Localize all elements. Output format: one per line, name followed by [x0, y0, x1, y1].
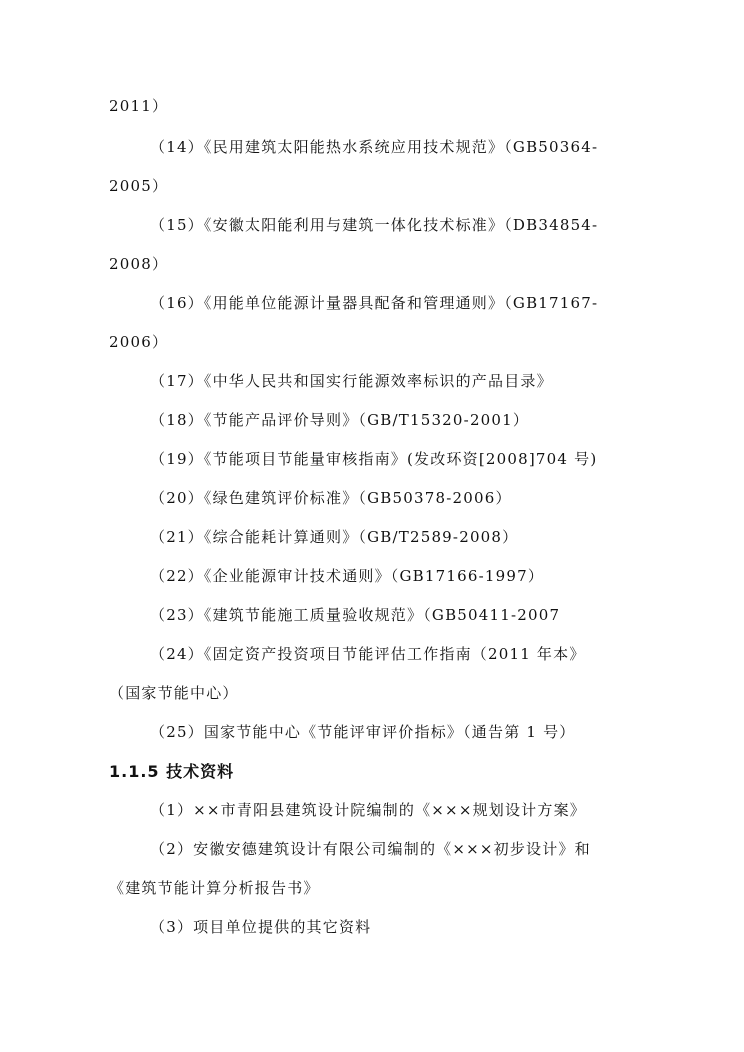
reference-item-15: （15）《安徽太阳能利用与建筑一体化技术标准》（DB34854-: [150, 216, 599, 234]
material-item-1: （1）××市青阳县建筑设计院编制的《×××规划设计方案》: [150, 801, 586, 819]
reference-item-14: （14）《民用建筑太阳能热水系统应用技术规范》（GB50364-: [150, 138, 599, 156]
reference-continuation-13: 2011）: [109, 97, 169, 115]
reference-item-25: （25）国家节能中心《节能评审评价指标》（通告第 1 号）: [150, 723, 576, 741]
section-heading: 1.1.5 技术资料: [109, 762, 235, 781]
reference-item-21: （21）《综合能耗计算通则》（GB/T2589-2008）: [150, 528, 519, 546]
reference-item-22: （22）《企业能源审计技术通则》（GB17166-1997）: [150, 567, 545, 585]
reference-item-23: （23）《建筑节能施工质量验收规范》（GB50411-2007: [150, 606, 561, 624]
reference-continuation-14: 2005）: [109, 177, 169, 195]
reference-item-19: （19）《节能项目节能量审核指南》(发改环资[2008]704 号): [150, 450, 598, 468]
reference-continuation-16: 2006）: [109, 333, 169, 351]
reference-item-20: （20）《绿色建筑评价标准》（GB50378-2006）: [150, 489, 512, 507]
reference-item-16: （16）《用能单位能源计量器具配备和管理通则》（GB17167-: [150, 294, 599, 312]
reference-continuation-15: 2008）: [109, 255, 169, 273]
material-continuation-2: 《建筑节能计算分析报告书》: [109, 879, 320, 897]
material-item-3: （3）项目单位提供的其它资料: [150, 918, 372, 936]
reference-item-17: （17）《中华人民共和国实行能源效率标识的产品目录》: [150, 372, 553, 390]
reference-item-24: （24）《固定资产投资项目节能评估工作指南（2011 年本》: [150, 645, 586, 663]
material-item-2: （2）安徽安德建筑设计有限公司编制的《×××初步设计》和: [150, 840, 591, 858]
reference-continuation-24: （国家节能中心）: [109, 684, 239, 702]
reference-item-18: （18）《节能产品评价导则》（GB/T15320-2001）: [150, 411, 530, 429]
